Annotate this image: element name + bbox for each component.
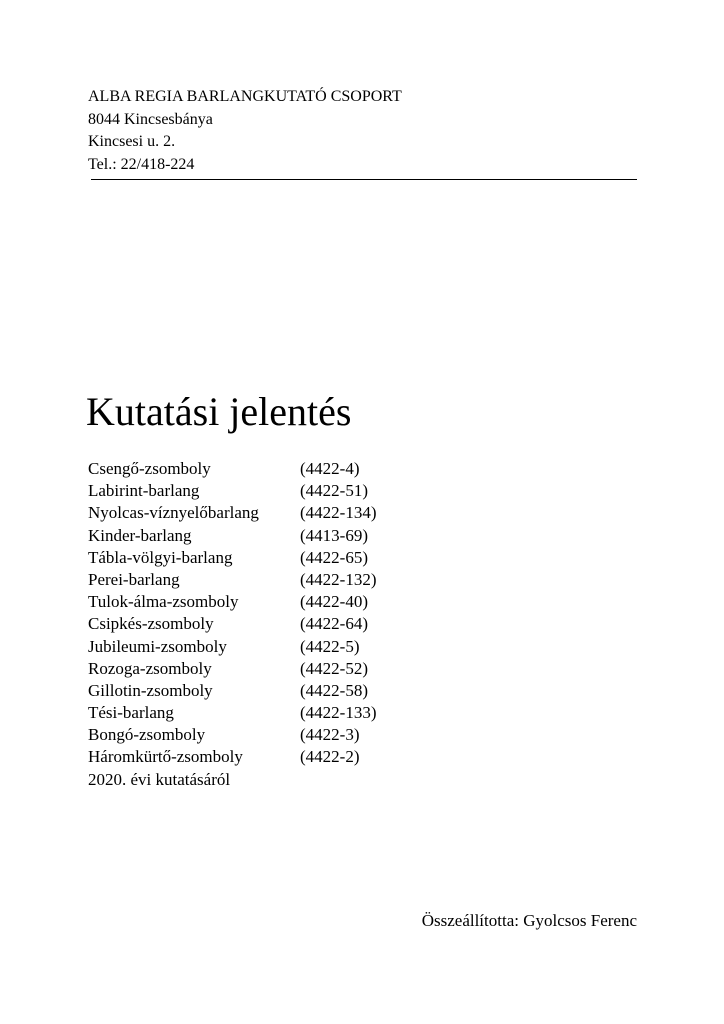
address-city: 8044 Kincsesbánya bbox=[88, 110, 213, 128]
phone-number: Tel.: 22/418-224 bbox=[88, 155, 195, 173]
cave-row bbox=[88, 658, 376, 680]
organization-header bbox=[88, 86, 402, 176]
cave-code: (4422-5) bbox=[300, 636, 360, 656]
cave-name: Jubileumi-zsomboly bbox=[88, 636, 227, 656]
cave-name: Tábla-völgyi-barlang bbox=[88, 547, 233, 567]
cave-row bbox=[88, 480, 376, 502]
report-year-line: 2020. évi kutatásáról bbox=[88, 769, 231, 789]
cave-code: (4422-134) bbox=[300, 503, 377, 523]
cave-name: Rozoga-zsomboly bbox=[88, 658, 212, 678]
cave-row bbox=[88, 502, 376, 524]
cave-row bbox=[88, 746, 376, 768]
cave-name: Háromkürtő-zsomboly bbox=[88, 747, 243, 767]
cave-code: (4422-2) bbox=[300, 747, 360, 767]
cave-row bbox=[88, 702, 376, 724]
cave-code: (4422-65) bbox=[300, 547, 368, 567]
document-title: Kutatási jelentés bbox=[86, 389, 352, 434]
cave-row bbox=[88, 636, 376, 658]
cave-row bbox=[88, 458, 376, 480]
cave-code: (4422-3) bbox=[300, 725, 360, 745]
cave-code: (4422-51) bbox=[300, 481, 368, 501]
cave-code: (4422-58) bbox=[300, 680, 368, 700]
cave-row bbox=[88, 613, 376, 635]
cave-name: Tulok-álma-zsomboly bbox=[88, 592, 239, 612]
cave-code: (4413-69) bbox=[300, 525, 368, 545]
cave-row bbox=[88, 569, 376, 591]
cave-row bbox=[88, 680, 376, 702]
cave-name: Perei-barlang bbox=[88, 569, 180, 589]
cave-code: (4422-40) bbox=[300, 592, 368, 612]
header-divider bbox=[91, 179, 637, 180]
cave-list bbox=[88, 458, 376, 791]
cave-code: (4422-64) bbox=[300, 614, 368, 634]
cave-row bbox=[88, 591, 376, 613]
cave-name: Csengő-zsomboly bbox=[88, 459, 211, 478]
cave-row bbox=[88, 525, 376, 547]
cave-code: (4422-132) bbox=[300, 569, 377, 589]
cave-code: (4422-4) bbox=[300, 459, 360, 478]
cave-row bbox=[88, 547, 376, 569]
address-street: Kincsesi u. 2. bbox=[88, 133, 176, 150]
cave-code: (4422-133) bbox=[300, 703, 377, 723]
cave-name: Labirint-barlang bbox=[88, 481, 200, 501]
cave-name: Kinder-barlang bbox=[88, 525, 192, 545]
organization-name: ALBA REGIA BARLANGKUTATÓ CSOPORT bbox=[88, 88, 402, 105]
cave-name: Tési-barlang bbox=[88, 703, 174, 723]
cave-code: (4422-52) bbox=[300, 658, 368, 678]
cave-name: Gillotin-zsomboly bbox=[88, 680, 213, 700]
cave-row bbox=[88, 724, 376, 746]
cave-name: Csipkés-zsomboly bbox=[88, 614, 214, 634]
cave-name: Bongó-zsomboly bbox=[88, 725, 206, 745]
compiler-credit: Összeállította: Gyolcsos Ferenc bbox=[421, 911, 637, 930]
cave-name: Nyolcas-víznyelőbarlang bbox=[88, 503, 259, 523]
